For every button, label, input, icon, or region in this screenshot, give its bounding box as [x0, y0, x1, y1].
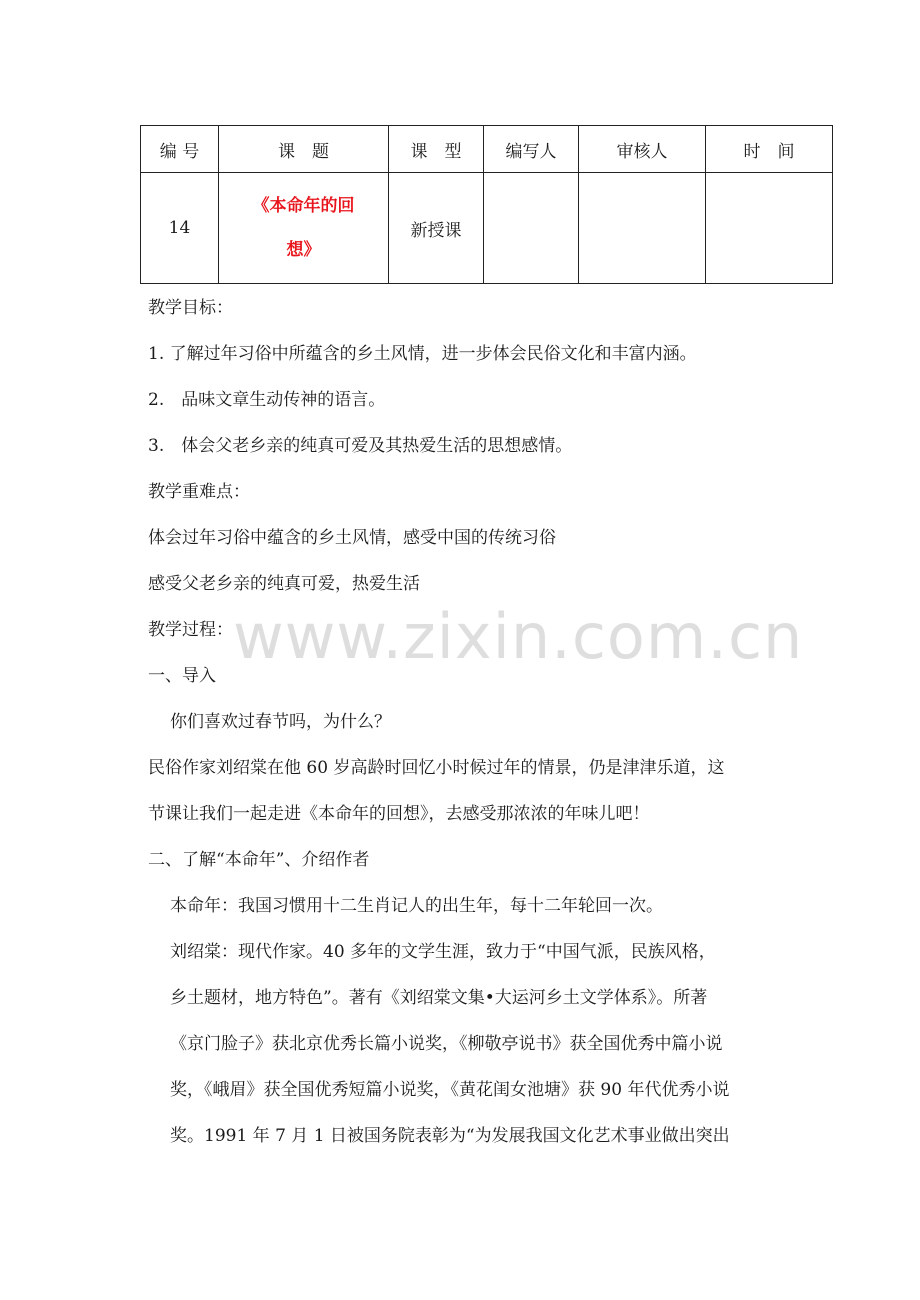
cell-time	[706, 173, 833, 284]
table-header-row	[141, 126, 833, 173]
goal-item-2: 2. 品味文章生动传神的语言。	[148, 390, 386, 410]
section2-title: 二、了解“本命年”、介绍作者	[148, 850, 370, 870]
header-author: 编写人	[484, 126, 579, 173]
title-line-2: 想》	[286, 240, 321, 260]
goals-heading: 教学目标：	[148, 298, 233, 318]
table-row	[141, 173, 833, 284]
goal-item-3: 3. 体会父老乡亲的纯真可爱及其热爱生活的思想感情。	[148, 436, 573, 456]
section2-line-3: 乡土题材，地方特色”。著有《刘绍棠文集•大运河乡土文学体系》。所著	[170, 988, 708, 1008]
section1-paragraph-line-2: 节课让我们一起走进《本命年的回想》，去感受那浓浓的年味儿吧！	[148, 804, 650, 824]
section2-line-6: 奖。1991 年 7 月 1 日被国务院表彰为“为发展我国文化艺术事业做出突出	[170, 1126, 730, 1146]
watermark-text: www.zixin.com.cn	[233, 600, 804, 673]
cell-author	[484, 173, 579, 284]
lesson-info-table	[140, 125, 833, 284]
section2-line-5: 奖，《峨眉》获全国优秀短篇小说奖，《黄花闺女池塘》获 90 年代优秀小说	[170, 1080, 730, 1100]
process-heading: 教学过程：	[148, 620, 233, 640]
header-time: 时 间	[706, 126, 833, 173]
goal-item-1: 1. 了解过年习俗中所蕴含的乡土风情，进一步体会民俗文化和丰富内涵。	[148, 344, 697, 364]
key-point-2: 感受父老乡亲的纯真可爱，热爱生活	[148, 574, 420, 594]
section2-line-4: 《京门脸子》获北京优秀长篇小说奖，《柳敬亭说书》获全国优秀中篇小说	[170, 1034, 723, 1054]
header-type: 课 型	[389, 126, 484, 173]
cell-title	[219, 173, 389, 284]
section1-paragraph-line-1: 民俗作家刘绍棠在他 60 岁高龄时回忆小时候过年的情景，仍是津津乐道，这	[148, 758, 725, 778]
section1-title: 一、导入	[148, 666, 216, 686]
key-point-1: 体会过年习俗中蕴含的乡土风情，感受中国的传统习俗	[148, 528, 556, 548]
header-reviewer: 审核人	[579, 126, 706, 173]
header-title: 课 题	[219, 126, 389, 173]
section2-line-1: 本命年：我国习惯用十二生肖记人的出生年，每十二年轮回一次。	[170, 896, 663, 916]
section2-line-2: 刘绍棠：现代作家。40 多年的文学生涯，致力于“中国气派，民族风格，	[170, 942, 716, 962]
cell-lesson-type: 新授课	[389, 173, 484, 284]
key-points-heading: 教学重难点：	[148, 482, 250, 502]
section1-question: 你们喜欢过春节吗，为什么？	[170, 712, 391, 732]
title-line-1: 《本命年的回	[252, 196, 355, 216]
cell-number: 14	[141, 173, 219, 284]
header-number: 编 号	[141, 126, 219, 173]
cell-reviewer	[579, 173, 706, 284]
